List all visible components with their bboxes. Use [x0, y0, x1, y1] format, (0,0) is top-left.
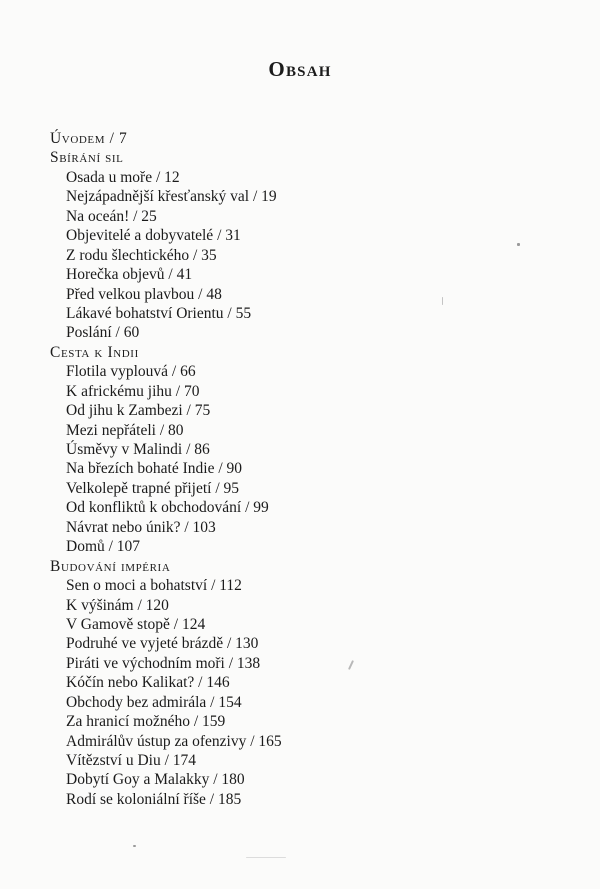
page-title: Obsah [268, 57, 332, 81]
toc-entry: Sen o moci a bohatství / 112 [66, 577, 242, 595]
toc-entry: Z rodu šlechtického / 35 [66, 246, 217, 264]
toc-entry: K výšinám / 120 [66, 596, 169, 614]
toc-entry: Na březích bohaté Indie / 90 [66, 460, 243, 478]
toc-entry: Obchody bez admirála / 154 [66, 693, 242, 711]
toc-entry: Před velkou plavbou / 48 [66, 285, 222, 303]
scan-speck [133, 845, 136, 847]
scan-speck [517, 243, 520, 246]
toc-entry: Za hranicí možného / 159 [66, 713, 226, 731]
toc-entry: Flotila vyplouvá / 66 [66, 363, 196, 381]
toc-entry: Lákavé bohatství Orientu / 55 [66, 304, 252, 322]
toc-entry: Nejzápadnější křesťanský val / 19 [66, 188, 277, 206]
toc-entry: Podruhé ve vyjeté brázdě / 130 [66, 635, 259, 653]
toc-entry: Na oceán! / 25 [66, 207, 157, 225]
toc-entry: Mezi nepřáteli / 80 [66, 421, 184, 439]
toc-section-heading: Budování impéria [50, 557, 171, 575]
toc-entry: Od konfliktů k obchodování / 99 [66, 499, 269, 517]
toc-entry: K africkému jihu / 70 [66, 382, 200, 400]
toc-entry: Osada u moře / 12 [66, 168, 180, 186]
toc-entry: Piráti ve východním moři / 138 [66, 654, 261, 672]
toc-entry: Rodí se koloniální říše / 185 [66, 790, 242, 808]
toc-entry: Úsměvy v Malindi / 86 [66, 441, 210, 458]
table-of-contents [50, 129, 490, 809]
toc-entry: Velkolepě trapné přijetí / 95 [66, 479, 240, 497]
toc-section-heading: Úvodem / 7 [50, 130, 128, 147]
toc-entry: Admirálův ústup za ofenzivy / 165 [66, 732, 282, 750]
toc-entry: Domů / 107 [66, 538, 141, 556]
toc-entry: Návrat nebo únik? / 103 [66, 518, 216, 536]
toc-entry: Kóčín nebo Kalikat? / 146 [66, 674, 230, 692]
toc-entry: Dobytí Goy a Malakky / 180 [66, 771, 245, 789]
scan-speck [246, 857, 286, 858]
toc-entry: Vítězství u Diu / 174 [66, 752, 197, 769]
toc-entry: Poslání / 60 [66, 324, 140, 342]
toc-entry: Od jihu k Zambezi / 75 [66, 402, 211, 420]
toc-section-heading: Sbírání sil [50, 149, 124, 167]
toc-entry: Horečka objevů / 41 [66, 266, 193, 284]
toc-entry: V Gamově stopě / 124 [66, 615, 206, 633]
toc-section-heading: Cesta k Indii [50, 343, 139, 361]
scan-speck [442, 297, 443, 305]
toc-entry: Objevitelé a dobyvatelé / 31 [66, 227, 241, 245]
